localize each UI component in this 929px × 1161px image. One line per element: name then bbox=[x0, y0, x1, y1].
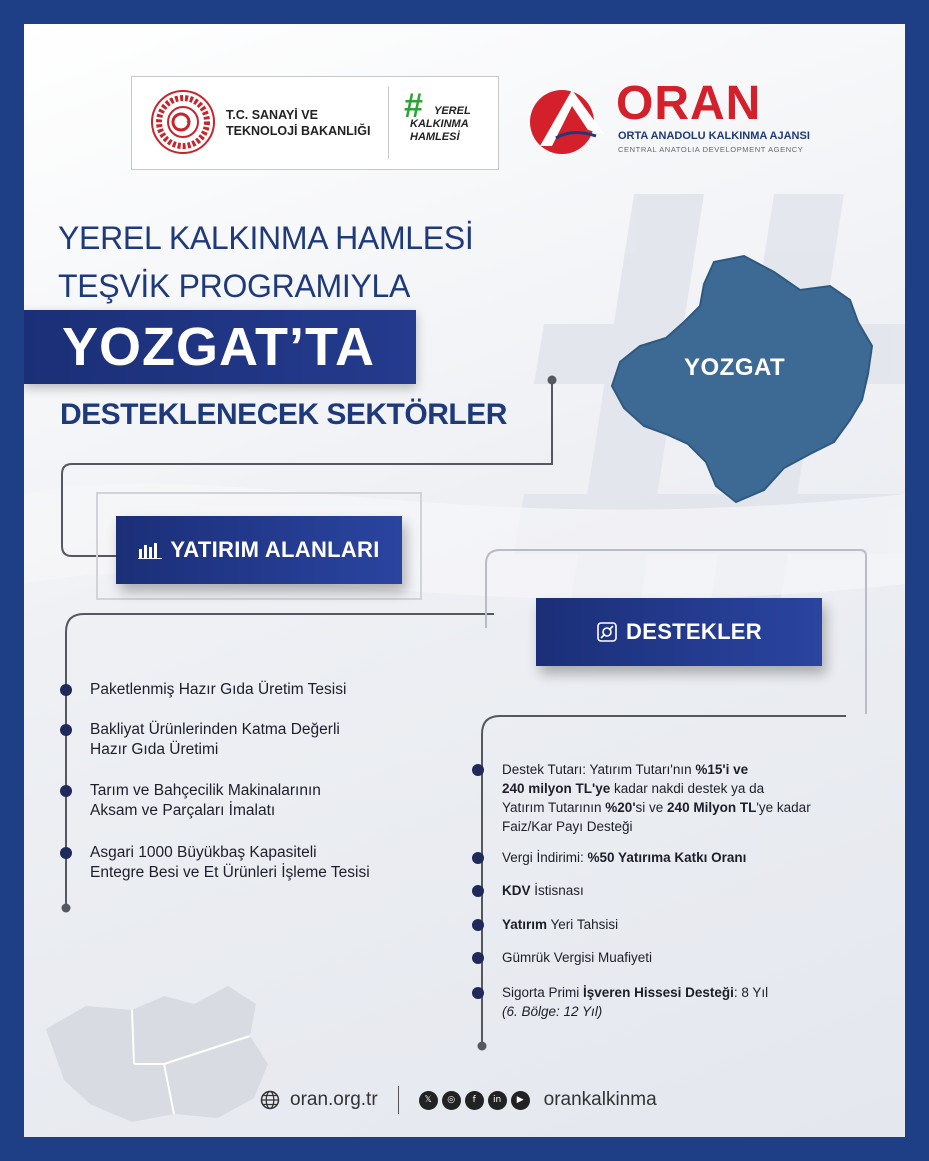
facebook-icon[interactable]: f bbox=[465, 1091, 484, 1110]
bullet-icon bbox=[472, 987, 484, 999]
poster bbox=[24, 24, 905, 1137]
list-item: Tarım ve Bahçecilik Makinalarının Aksam ve Parçaları İmalatı bbox=[60, 781, 321, 821]
bullet-icon bbox=[60, 785, 72, 797]
social-icons bbox=[419, 1091, 530, 1110]
agency-subtitle: ORTA ANADOLU KALKINMA AJANSI bbox=[618, 130, 810, 142]
list-item: Asgari 1000 Büyükbaş Kapasiteli Entegre Besi ve Et Ürünleri İşleme Tesisi bbox=[60, 843, 370, 883]
agency-name: ORAN bbox=[616, 77, 762, 130]
support-kdv: KDV İstisnası bbox=[502, 883, 584, 898]
investment-heading bbox=[116, 516, 402, 584]
linkedin-icon[interactable]: in bbox=[488, 1091, 507, 1110]
instagram-icon[interactable]: ◎ bbox=[442, 1091, 461, 1110]
title-line-3: DESTEKLENECEK SEKTÖRLER bbox=[60, 398, 507, 431]
ministry-seal-icon bbox=[150, 89, 216, 155]
footer-divider bbox=[398, 1086, 399, 1114]
list-item bbox=[472, 881, 584, 900]
globe-icon bbox=[260, 1090, 280, 1110]
website-link[interactable]: oran.org.tr bbox=[290, 1089, 378, 1110]
x-icon[interactable]: 𝕏 bbox=[419, 1091, 438, 1110]
map-label: YOZGAT bbox=[684, 354, 786, 381]
list-item bbox=[472, 948, 652, 967]
supports-heading bbox=[536, 598, 822, 666]
region-map-silhouette bbox=[46, 986, 268, 1122]
list-item: Bakliyat Ürünlerinden Katma Değerli Hazır Gıda Üretimi bbox=[60, 720, 340, 760]
footer bbox=[260, 1086, 657, 1114]
supports-heading-label: DESTEKLER bbox=[626, 619, 762, 644]
oran-logo-icon bbox=[526, 84, 610, 156]
bullet-icon bbox=[60, 684, 72, 696]
bullet-icon bbox=[472, 764, 484, 776]
list-item bbox=[472, 760, 811, 836]
youtube-icon[interactable]: ▶ bbox=[511, 1091, 530, 1110]
social-handle[interactable]: orankalkinma bbox=[543, 1089, 657, 1110]
agency-subtitle-en: CENTRAL ANATOLIA DEVELOPMENT AGENCY bbox=[618, 145, 804, 154]
title-line-2: TEŞVİK PROGRAMIYLA bbox=[58, 268, 411, 304]
bullet-icon bbox=[472, 952, 484, 964]
partner-logos bbox=[131, 76, 499, 170]
list-item bbox=[472, 915, 618, 934]
bar-chart-icon bbox=[138, 541, 162, 559]
list-item: Paketlenmiş Hazır Gıda Üretim Tesisi bbox=[60, 680, 346, 700]
connector-dot bbox=[548, 376, 557, 385]
bullet-icon bbox=[60, 847, 72, 859]
bullet-icon bbox=[472, 885, 484, 897]
support-customs: Gümrük Vergisi Muafiyeti bbox=[502, 950, 653, 965]
list-item bbox=[472, 848, 746, 867]
support-insurance: Sigorta Primi İşveren Hissesi Desteği: 8 Yıl (6. Bölge: 12 Yıl) bbox=[502, 985, 769, 1019]
title-line-1: YEREL KALKINMA HAMLESİ bbox=[58, 220, 474, 256]
bullet-icon bbox=[60, 724, 72, 736]
ministry-name: T.C. SANAYİ VE TEKNOLOJİ BAKANLIĞI bbox=[226, 108, 371, 138]
bullet-icon bbox=[472, 852, 484, 864]
yerel-kalkinma-logo: # YEREL KALKINMA HAMLESİ bbox=[404, 87, 471, 143]
logo-divider bbox=[388, 87, 389, 159]
support-tax: Vergi İndirimi: %50 Yatırıma Katkı Oranı bbox=[502, 850, 747, 865]
city-title: YOZGAT’TA bbox=[62, 317, 375, 377]
support-icon bbox=[596, 621, 618, 643]
bullet-icon bbox=[472, 919, 484, 931]
list-item bbox=[472, 983, 768, 1021]
investment-heading-label: YATIRIM ALANLARI bbox=[170, 537, 380, 562]
support-amount: Destek Tutarı: Yatırım Tutarı'nın %15'i ve 240 milyon TL'ye kadar nakdi destek ya da Yatırım Tutarının %20'si ve 240 Milyon TL'ye kadar Faiz/Kar Payı Desteği bbox=[502, 762, 811, 834]
support-land: Yatırım Yeri Tahsisi bbox=[502, 917, 619, 932]
